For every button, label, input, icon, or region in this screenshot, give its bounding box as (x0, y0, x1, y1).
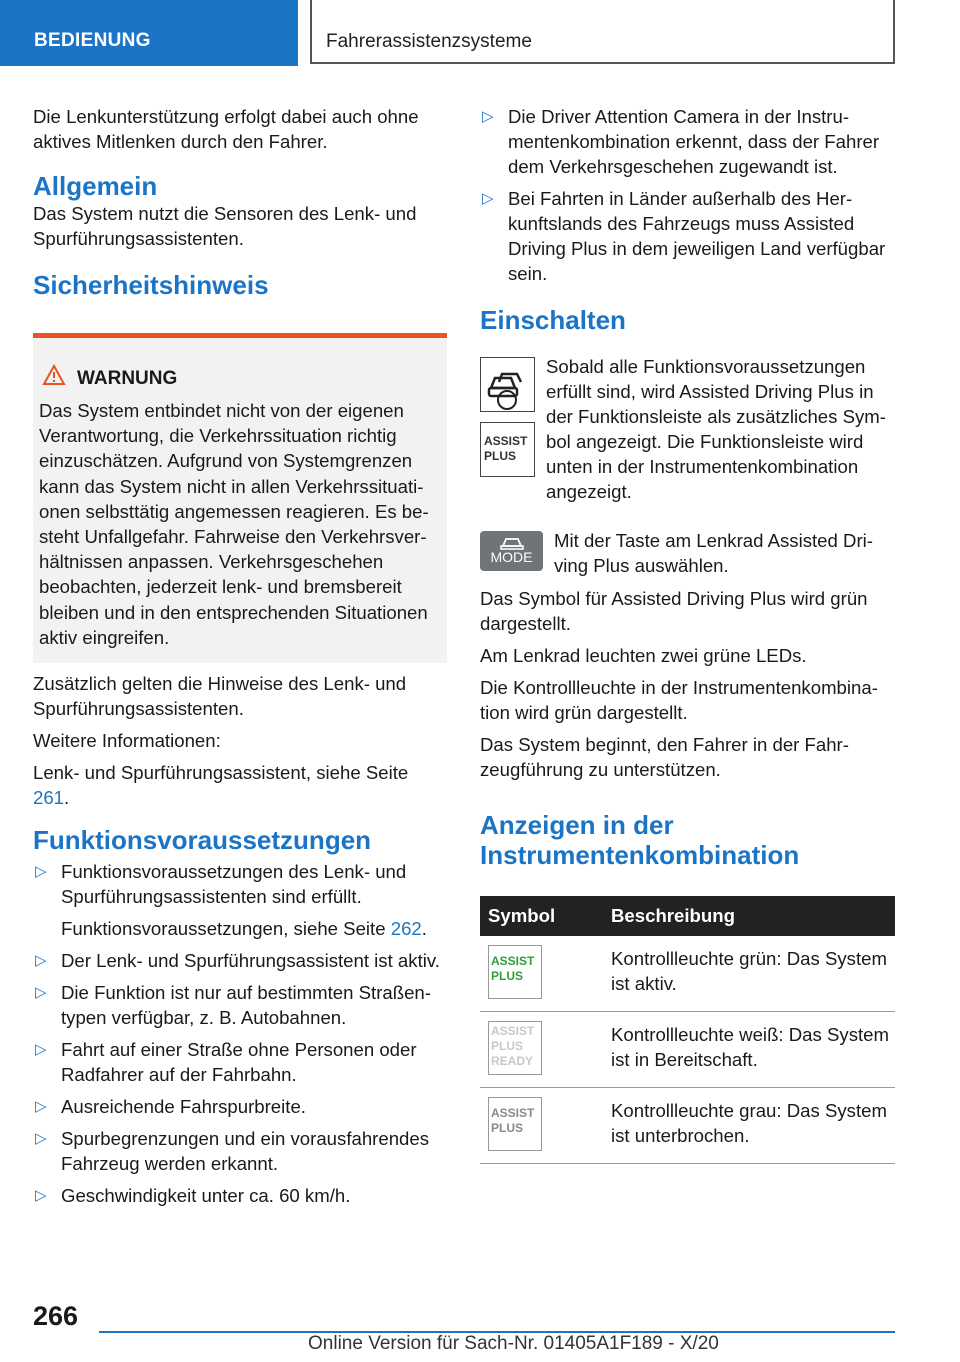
mode-button-icon (480, 531, 543, 571)
list-item: ▷ Ausreichende Fahrspurbreite. (35, 1096, 306, 1117)
list-item: ▷ Fahrt auf einer Straße ohne Personen oder Radfahrer auf der Fahrbahn. (35, 1039, 417, 1085)
page-link-261[interactable]: 261 (33, 787, 65, 808)
weitere-informationen: Weitere Informationen: (33, 730, 221, 751)
paragraph: Das System beginnt, den Fahrer in der Fahrzeugführung zu unterstützen. (480, 734, 849, 780)
right-column-top (480, 104, 895, 335)
paragraph: Die Kontrollleuchte in der Instrumentenkombination wird grün dargestellt. (480, 677, 878, 723)
triangle-bullet-icon: ▷ (35, 1130, 47, 1147)
funktion-list (33, 859, 447, 1208)
taste-text: Mit der Taste am Lenkrad Assisted Driving Plus auswählen. (554, 530, 873, 576)
table-row (480, 1012, 895, 1088)
funktion-sub-reference: Funktionsvoraussetzungen, siehe Seite 262. (61, 918, 427, 939)
column-header-symbol: Symbol (488, 905, 556, 926)
paragraph: Am Lenkrad leuchten zwei grüne LEDs. (480, 645, 807, 666)
table-row (480, 936, 895, 1012)
triangle-bullet-icon: ▷ (35, 1187, 47, 1204)
warning-box (33, 333, 447, 663)
heading-anzeigen: Anzeigen in der Instrumentenkombination (480, 810, 800, 870)
triangle-bullet-icon: ▷ (35, 984, 47, 1001)
list-item: ▷ Funktionsvoraussetzungen des Lenk- und Spurführungsassistenten sind erfüllt. Funktionsvoraussetzungen, siehe Seite 262. (33, 859, 447, 941)
chapter-title: Fahrerassistenzsysteme (326, 31, 532, 52)
list-item: ▷ Bei Fahrten in Länder außerhalb des Herkunftslands des Fahrzeugs muss Assisted Driving Plus in dem jeweiligen Land verfügbar sein. (482, 188, 886, 284)
assist-plus-ready-white-icon: ASSIST PLUS READY (488, 1021, 542, 1075)
intro-text: Die Lenkunterstützung erfolgt dabei auch ohne aktives Mitlenken durch den Fahrer. (33, 106, 419, 152)
column-header-beschreibung: Beschreibung (611, 905, 735, 926)
einschalten-text: Sobald alle Funktionsvoraussetzungen erfüllt sind, wird Assisted Driving Plus in der Funktionsleiste als zusätzliches Symbol angezeigt. Die Funktionsleiste wird unten in der Instrumentenkombination angezeigt. (546, 356, 886, 502)
assist-plus-function-icon: ASSIST PLUS (480, 422, 535, 477)
warning-triangle-icon (42, 364, 66, 386)
chapter-header (310, 0, 895, 64)
reference-text: Lenk- und Spurführungsassistent, siehe Seite 261. (33, 762, 409, 808)
table-header (480, 896, 895, 936)
assisted-driving-car-icon (480, 357, 535, 412)
left-column-top (33, 104, 447, 300)
paragraph: Das Symbol für Assisted Driving Plus wird grün dargestellt. (480, 588, 868, 634)
triangle-bullet-icon: ▷ (35, 1041, 47, 1058)
list-item: ▷ Spurbegrenzungen und ein vorausfahrendes Fahrzeug werden erkannt. (35, 1128, 430, 1174)
right-column-paras (480, 586, 895, 870)
table-row (480, 1088, 895, 1164)
heading-allgemein: Allgemein (33, 171, 158, 201)
row-description: Kontrollleuchte grau: Das System ist unterbrochen. (611, 1100, 887, 1146)
assist-plus-green-icon: ASSIST PLUS (488, 945, 542, 999)
triangle-bullet-icon: ▷ (35, 1098, 47, 1115)
row-description: Kontrollleuchte weiß: Das System ist in Bereitschaft. (611, 1024, 889, 1070)
page-number: 266 (33, 1301, 79, 1331)
warning-title: WARNUNG (77, 368, 178, 389)
list-item: ▷ Geschwindigkeit unter ca. 60 km/h. (35, 1185, 351, 1206)
footer-online-version: Online Version für Sach-Nr. 01405A1F189 - X/20 (308, 1333, 719, 1354)
list-item: ▷ Der Lenk- und Spurführungsassistent ist aktiv. (35, 950, 440, 971)
list-item: ▷ Die Driver Attention Camera in der Instrumentenkombination erkennt, dass der Fahrer dem Verkehrsgeschehen zugewandt ist. (482, 106, 880, 177)
triangle-bullet-icon: ▷ (35, 952, 47, 969)
section-title: BEDIENUNG (34, 30, 151, 51)
triangle-bullet-icon: ▷ (482, 108, 494, 125)
heading-funktionsvoraussetzungen: Funktionsvoraussetzungen (33, 825, 372, 855)
row-description: Kontrollleuchte grün: Das System ist aktiv. (611, 948, 887, 994)
triangle-bullet-icon: ▷ (482, 190, 494, 207)
reference-label: Lenk- und Spurführungsassistent, siehe Seite (33, 762, 409, 783)
section-tab (0, 0, 298, 66)
list-item: ▷ Die Funktion ist nur auf bestimmten Straßentypen verfügbar, z. B. Autobahnen. (35, 982, 431, 1028)
page-link-262[interactable]: 262 (390, 918, 422, 939)
assist-plus-grey-icon: ASSIST PLUS (488, 1097, 542, 1151)
symbol-table (480, 896, 895, 1164)
condition-list (480, 104, 895, 286)
allgemein-text: Das System nutzt die Sensoren des Lenk- und Spurführungsassistenten. (33, 203, 417, 249)
triangle-bullet-icon: ▷ (35, 863, 47, 880)
heading-sicherheitshinweis: Sicherheitshinweis (33, 270, 269, 300)
left-column-bottom (33, 671, 447, 1215)
mode-label: MODE (490, 549, 533, 565)
zusatz-text: Zusätzlich gelten die Hinweise des Lenk- und Spurführungsassistenten. (33, 673, 407, 719)
warning-text: Das System entbindet nicht von der eigenen Verantwortung, die Verkehrssituation richtig einzuschätzen. Aufgrund von Systemgrenzen kann das System nicht in allen Verkehrssituationen selbsttätig angemessen reagieren. Es besteht Unfallgefahr. Fahrweise den Verkehrsverhältnissen anpassen. Verkehrsgeschehen beobachten, jederzeit lenk- und bremsbereit bleiben und in den entsprechenden Situationen aktiv eingreifen. (39, 400, 429, 648)
heading-einschalten: Einschalten (480, 305, 626, 335)
